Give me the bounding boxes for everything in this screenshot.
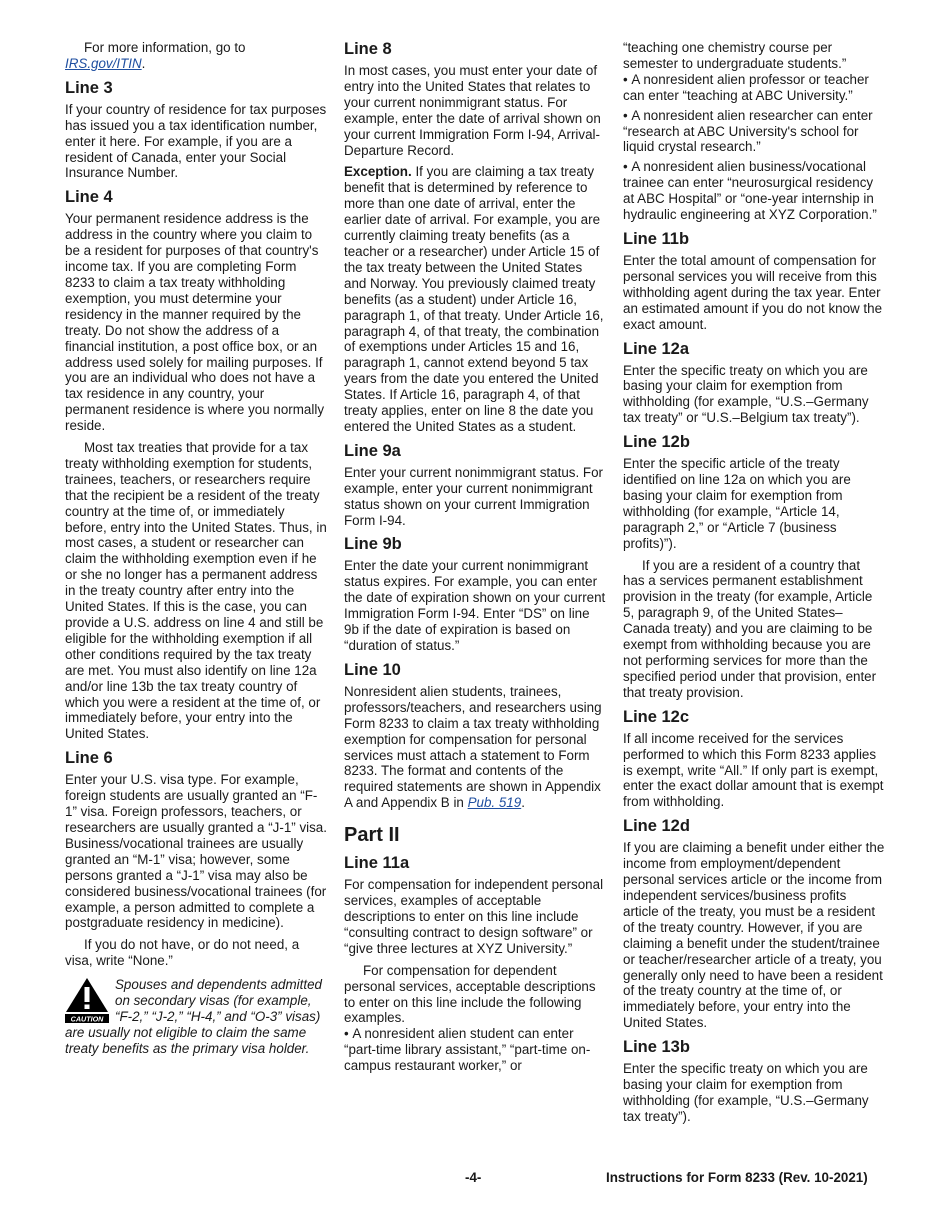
bullet-2: • A nonresident alien professor or teacher can enter “teaching at ABC University.” <box>623 71 869 103</box>
line6-heading: Line 6 <box>65 749 113 768</box>
line12c-paragraph: If all income received for the services performed to which this Form 8233 applies is exempt, write “All.” If only part is exempt, enter the exact dollar amount that is exempt from withholding. <box>623 730 884 810</box>
caution-note <box>65 977 327 1057</box>
pub519-link[interactable]: Pub. 519 <box>467 795 522 811</box>
line12d-heading: Line 12d <box>623 817 690 836</box>
column-2 <box>344 40 606 1078</box>
line3-heading: Line 3 <box>65 78 113 97</box>
line12b-heading: Line 12b <box>623 433 690 452</box>
intro-paragraph: For more information, go to IRS.gov/ITIN. <box>65 40 246 71</box>
line11a-bullet-1: • A nonresident alien student can enter “part-time library assistant,” “part-time on-campus restaurant worker,” or <box>344 1026 591 1074</box>
line9b-heading: Line 9b <box>344 535 402 554</box>
caution-label: CAUTION <box>70 1014 104 1024</box>
bullet-3: • A nonresident alien researcher can enter “research at ABC University's school for liquid crystal research.” <box>623 107 873 155</box>
line6-paragraph-2: If you do not have, or do not need, a visa, write “None.” <box>65 937 300 969</box>
line8-paragraph-2: Exception. If you are claiming a tax treaty benefit that is determined by reference to more than one date of arrival, enter the earlier date of arrival. For example, you are currently claiming treaty benefits (as a teacher or a researcher) under Article 15 of the tax treaty between the United States and Norway. You previously claimed treaty benefits (as a student) under Article 16, paragraph 1, of that treaty. Under Article 16, paragraph 4, of that treaty, the combination of exemptions under Articles 15 and 16, paragraph 1, cannot extend beyond 5 tax years from the date you entered the United States. If Article 16, paragraph 4, of that treaty applies, enter on line 8 the date you entered the United States as a student. <box>344 164 604 434</box>
line8-heading: Line 8 <box>344 40 392 58</box>
line11a-paragraph-2: For compensation for dependent personal services, acceptable descriptions to enter on this line include the following examples. <box>344 962 596 1026</box>
line4-heading: Line 4 <box>65 188 113 207</box>
irs-itin-link[interactable]: IRS.gov/ITIN <box>65 55 142 71</box>
page-number: -4- <box>465 1170 482 1185</box>
column-1 <box>65 40 327 1057</box>
line13b-heading: Line 13b <box>623 1038 690 1057</box>
part2-heading: Part II <box>344 824 400 847</box>
bullet-icon: • <box>344 1026 353 1042</box>
caution-icon <box>65 977 109 1023</box>
bullet-icon: • <box>623 159 632 175</box>
line11a-heading: Line 11a <box>344 854 410 873</box>
bullet-4: • A nonresident alien business/vocational trainee can enter “neurosurgical residency at ABC Hospital” or “one-year internship in hydraulic engineering at XYZ Corporation.” <box>623 159 877 223</box>
caution-text: Spouses and dependents admitted on secondary visas (for example, “F-2,” “J-2,” “H-4,” and “O-3” visas) are usually not eligible to claim the same treaty benefits as the primary visa holder. <box>65 977 322 1056</box>
line4-paragraph-1: Your permanent residence address is the address in the country where you claim to be a resident for purposes of that country's income tax. If you are completing Form 8233 to claim a tax treaty withholding exemption, you must determine your residency in the manner required by the treaty. Do not show the address of a financial institution, a post office box, or an address used solely for mailing purposes. If you are an individual who does not have a tax residence in any country, your permanent residence is where you normally reside. <box>65 211 325 434</box>
line12d-paragraph: If you are claiming a benefit under either the income from employment/dependent personal services article or the income from independent services/business profits article of the treaty, you must be a resident of the treaty country. However, if you are claiming a benefit under the student/trainee or teacher/researcher article of a treaty, you generally only need to have been a resident of the treaty country at the time of, or immediately before, your entry into the United States. <box>623 840 885 1031</box>
line12b-paragraph-2: If you are a resident of a country that has a services permanent establishment provision in the treaty (for example, Article 5, paragraph 9, of the United States–Canada treaty) and you are claiming to be exempt from withholding because you are not performing services for more than the specified period under that provision, enter that treaty provision. <box>623 557 877 700</box>
line13b-paragraph: Enter the specific treaty on which you are basing your claim for exemption from withholding (for example, “U.S.–Germany tax treaty”). <box>623 1061 869 1124</box>
exception-label: Exception. <box>344 164 412 180</box>
line12a-heading: Line 12a <box>623 339 690 358</box>
bullet-icon: • <box>623 71 632 87</box>
bullet-1-continued: “teaching one chemistry course per semester to undergraduate students.” <box>623 40 847 71</box>
line4-paragraph-2: Most tax treaties that provide for a tax treaty withholding exemption for students, trainees, teachers, or researchers require that the recipient be a resident of the treaty country at the time of, or immediately before, entry into the United States. Thus, in most cases, a student or researcher can claim the withholding exemption even if he or she no longer has a permanent address in the treaty country after entry into the United States. If this is the case, you can provide a U.S. address on line 4 and still be eligible for the withholding exemption if all other conditions required by the tax treaty are met. You must also identify on line 12a and/or line 13b the tax treaty country of which you were a resident at the time of, or immediately before, your entry into the United States. <box>65 440 327 742</box>
line8-paragraph-1: In most cases, you must enter your date of entry into the United States that relates to your current nonimmigrant status. For example, enter the date of arrival shown on your current Immigration Form I-94, Arrival-Departure Record. <box>344 63 601 158</box>
bullet-icon: • <box>623 107 632 123</box>
line12a-paragraph: Enter the specific treaty on which you are basing your claim for exemption from withholding (for example, “U.S.–Germany tax treaty” or “U.S.–Belgium tax treaty”). <box>623 362 869 426</box>
line11b-paragraph: Enter the total amount of compensation for personal services you will receive from this withholding agent during the tax year. Enter an estimated amount if you do not know the exact amount. <box>623 252 883 332</box>
line12c-heading: Line 12c <box>623 707 690 726</box>
line9b-paragraph: Enter the date your current nonimmigrant status expires. For example, you can enter the date of expiration shown on your current Immigration Form I-94. Enter “DS” on line 9b if the date of expiration is based on “duration of status.” <box>344 558 606 653</box>
line9a-paragraph: Enter your current nonimmigrant status. For example, enter your current nonimmigrant status shown on your current Immigration Form I-94. <box>344 464 603 528</box>
line9a-heading: Line 9a <box>344 441 401 460</box>
line11b-heading: Line 11b <box>623 229 690 248</box>
column-3 <box>623 40 885 1131</box>
line12b-paragraph-1: Enter the specific article of the treaty identified on line 12a on which you are basing your claim for exemption from withholding (for example, “Article 14, paragraph 2,” or “Article 7 (business profits)”). <box>623 456 851 551</box>
line10-heading: Line 10 <box>344 660 401 679</box>
form-title: Instructions for Form 8233 (Rev. 10-2021) <box>606 1170 868 1185</box>
line10-paragraph: Nonresident alien students, trainees, professors/teachers, and researchers using Form 8233 to claim a tax treaty withholding exemption for compensation for personal services must attach a statement to Form 8233. The format and contents of the required statements are shown in Appendix A and Appendix B in Pub. 519. <box>344 683 602 811</box>
line3-paragraph: If your country of residence for tax purposes has issued you a tax identification number, enter it here. For example, if you are a resident of Canada, enter your Social Insurance Number. <box>65 101 327 181</box>
line6-paragraph-1: Enter your U.S. visa type. For example, foreign students are usually granted an “F-1” visa. Foreign professors, teachers, or researchers are usually granted a “J-1” visa. Business/vocational trainees are usually granted an “M-1” visa; however, some persons granted a “J-1” visa may also be considered business/vocational trainees (for example, a person admitted to complete a postgraduate residency in medicine). <box>65 772 327 931</box>
line11a-paragraph-1: For compensation for independent personal services, examples of acceptable descriptions to enter on this line include “consulting contract to design software” or “give three lectures at XYZ University.” <box>344 877 604 956</box>
